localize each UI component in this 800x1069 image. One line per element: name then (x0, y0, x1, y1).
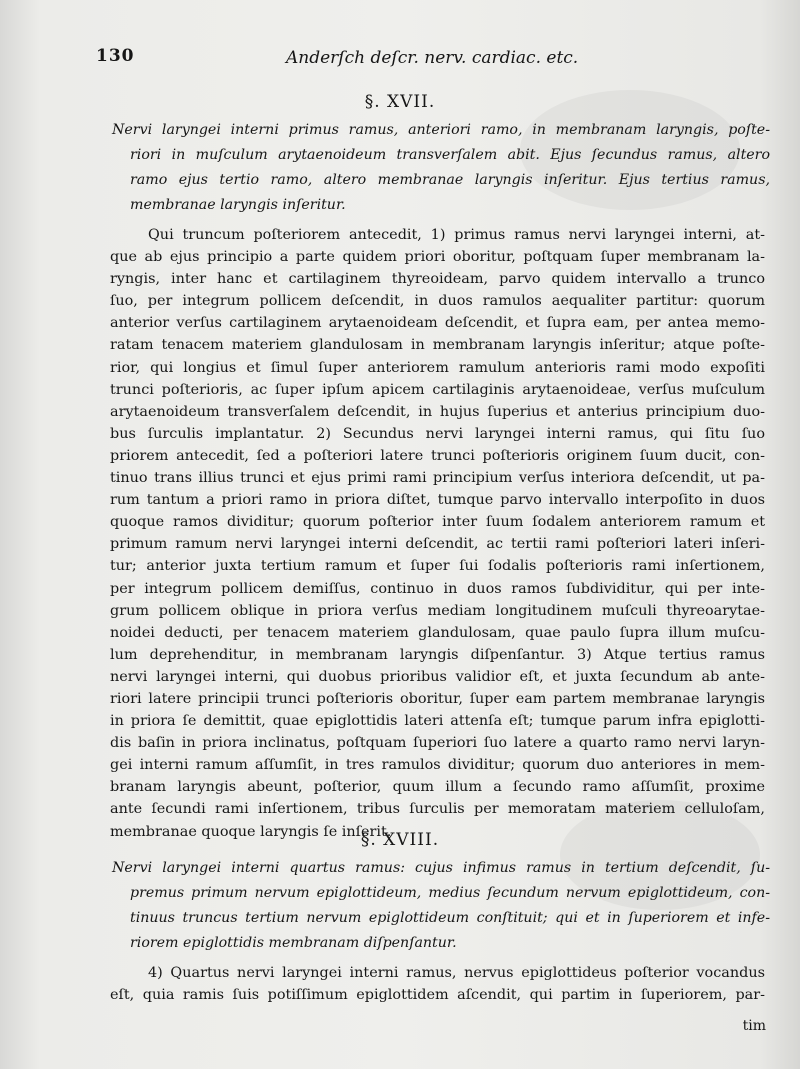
summary-line: riorem epiglottidis membranam diſpenſantur. (130, 935, 457, 951)
section-heading-xviii: §. XVIII. (360, 830, 440, 850)
catchword: tim (742, 1018, 766, 1034)
body-line: grum pollicem oblique in priora verſus mediam longitudinem muſculi thyreoarytae- (110, 602, 765, 619)
body-line: arytaenoideum transverſalem deſcendit, in hujus ſuperius et anterius principium duo- (110, 403, 765, 420)
body-line: eſt, quia ramis ſuis potiſſimum epiglottidem aſcendit, qui partim in ſuperiorem, par- (110, 987, 765, 1004)
body-line: gei interni ramum aſſumſit, in tres ramulos dividitur; quorum duo anteriores in mem- (110, 757, 765, 774)
section-summary-xvii (112, 118, 770, 218)
summary-line: premus primum nervum epiglottideum, medius ſecundum nervum epiglottideum, con- (130, 885, 770, 901)
body-line: primum ramum nervi laryngei interni deſcendit, ac tertii rami poſteriori lateri inſeri- (110, 536, 765, 553)
body-line: dis baſin in priora inclinatus, poſtquam ſuperiori ſuo latere a quarto ramo nervi laryn- (110, 735, 765, 752)
body-line: membranae quoque laryngis ſe inſerit. (110, 823, 392, 840)
body-line: quoque ramos dividitur; quorum poſterior inter ſuum ſodalem anteriorem ramum et (110, 514, 765, 531)
body-line: nervi laryngei interni, qui duobus prioribus validior eſt, et juxta ſecundum ab ante- (110, 668, 765, 685)
body-line: lum deprehenditur, in membranam laryngis diſpenſantur. 3) Atque tertius ramus (110, 646, 765, 663)
summary-line: tinuus truncus tertium nervum epiglottideum conſtituit; qui et in ſuperiorem et infe- (130, 910, 770, 926)
body-line: anterior verſus cartilaginem arytaenoideam deſcendit, et ſupra eam, per antea memo- (110, 315, 765, 332)
body-line: rum tantum a priori ramo in priora diſtet, tumque parvo intervallo interpoſito in duos (110, 492, 765, 509)
summary-line: Nervi laryngei interni quartus ramus: cujus infimus ramus in tertium deſcendit, ſu- (112, 860, 770, 876)
section-heading-xvii: §. XVII. (364, 92, 436, 112)
body-line: ryngis, inter hanc et cartilaginem thyreoideam, parvo quidem intervallo a trunco (110, 271, 765, 288)
summary-line: riori in muſculum arytaenoideum transverſalem abit. Ejus ſecundus ramus, altero (130, 147, 770, 163)
body-line: rior, qui longius et ſimul ſuper anteriorem ramulum anterioris rami modo expoſiti (110, 359, 765, 376)
body-line: branam laryngis abeunt, poſterior, quum illum a ſecundo ramo aſſumſit, proxime (110, 779, 765, 796)
body-line: Qui truncum poſteriorem antecedit, 1) primus ramus nervi laryngei interni, at- (148, 227, 765, 243)
body-line: ratam tenacem materiem glandulosam in membranam laryngis inſeritur; atque poſte- (110, 337, 765, 354)
summary-line: ramo ejus tertio ramo, altero membranae laryngis inſeritur. Ejus tertius ramus, (130, 172, 770, 188)
body-line: in priora ſe demittit, quae epiglottidis lateri attenſa eſt; tumque parum infra epiglotti- (110, 713, 765, 730)
page-number: 130 (96, 46, 135, 66)
body-paragraph-xvii (110, 224, 765, 843)
section-summary-xviii (112, 856, 770, 956)
body-line: per integrum pollicem demiſſus, continuo in duos ramos ſubdividitur, qui per inte- (110, 580, 765, 597)
body-line: tur; anterior juxta tertium ramum et ſuper ſui ſodalis poſterioris rami inſertionem, (110, 558, 765, 575)
body-line: priorem antecedit, ſed a poſteriori latere trunci poſterioris originem ſuum ducit, con- (110, 447, 765, 464)
running-head: Anderſch deſcr. nerv. cardiac. etc. (286, 48, 579, 68)
body-line: noidei deducti, per tenacem materiem glandulosam, quae paulo ſupra illum muſcu- (110, 624, 765, 641)
body-line: 4) Quartus nervi laryngei interni ramus, nervus epiglottideus poſterior vocandus (148, 965, 765, 981)
summary-line: Nervi laryngei interni primus ramus, anteriori ramo, in membranam laryngis, poſte- (112, 122, 770, 138)
body-line: riori latere principii trunci poſterioris oboritur, ſuper eam partem membranae laryngis (110, 690, 765, 707)
body-line: ante ſecundi rami inſertionem, tribus ſurculis per memoratam materiem celluloſam, (110, 801, 765, 818)
body-line: bus ſurculis implantatur. 2) Secundus nervi laryngei interni ramus, qui ſitu ſuo (110, 425, 765, 442)
body-paragraph-xviii (110, 962, 765, 1006)
summary-line: membranae laryngis inſeritur. (130, 197, 346, 213)
body-line: ſuo, per integrum pollicem deſcendit, in duos ramulos aequaliter partitur: quorum (110, 293, 765, 310)
body-line: que ab ejus principio a parte quidem priori oboritur, poſtquam ſuper membranam la- (110, 249, 765, 266)
body-line: tinuo trans illius trunci et ejus primi rami principium verſus interiora deſcendit, ut pa- (110, 470, 765, 487)
page-header (96, 46, 756, 76)
body-line: trunci poſterioris, ac ſuper ipſum apicem cartilaginis arytaenoideae, verſus muſculum (110, 381, 765, 398)
